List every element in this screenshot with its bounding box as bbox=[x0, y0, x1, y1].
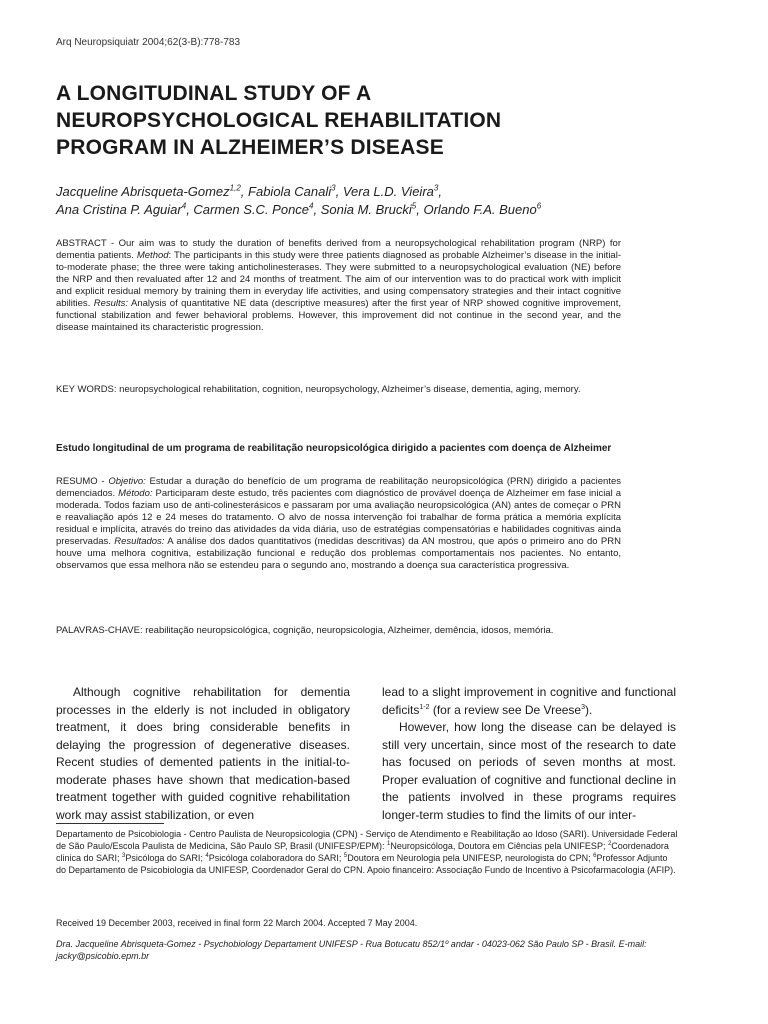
palavras-chave-text: PALAVRAS-CHAVE: reabilitação neuropsicológica, cognição, neuropsicologia, Alzheimer, demência, idosos, memória. bbox=[56, 625, 554, 636]
author-line-2 bbox=[56, 201, 676, 219]
footnote-mark: 4 bbox=[205, 853, 209, 859]
title-line: NEUROPSYCHOLOGICAL REHABILITATION bbox=[56, 109, 502, 132]
abstract-label: ABSTRACT - bbox=[56, 238, 115, 249]
author-affiliation-mark: 6 bbox=[536, 201, 542, 211]
resumo-resultados: A análise dos dados quantitativos (medidas descritivas) da AN mostrou, que após o primeiro ano do PRN houve uma melhora cognitiva, estabilização funcional e redução dos problemas comportamentais nos pacientes. No entanto, observamos que essa melhora não se estendeu para o segundo ano, mostrando a doença sua característica progressiva. bbox=[56, 536, 621, 571]
footnote-text: Coordenadora clinica do SARI; bbox=[56, 841, 669, 863]
body-paragraph bbox=[382, 684, 676, 719]
received-dates: Received 19 December 2003, received in final form 22 March 2004. Accepted 7 May 2004. bbox=[56, 918, 418, 928]
abstract-method: : The participants in this study were three patients diagnosed as probable Alzheimer’s disease in the initial-to-moderate phase; the three were taking anticholinesterases. They were submitted to a neuropsychological evaluation (NE) before the NRP and then revaluated after 12 and 24 months of treatment. The aim of our intervention was to do practical work with implicit and explicit residual memory by training them in everyday life activities, and using compensatory strategies and their intact cognitive abilities. bbox=[56, 250, 621, 309]
key-words-text: KEY WORDS: neuropsychological rehabilitation, cognition, neuropsychology, Alzheimer’s disease, dementia, aging, memory. bbox=[56, 384, 581, 395]
author-separator: , bbox=[186, 202, 194, 217]
resumo-objetivo: Estudar a duração do benefício de um programa de reabilitação neuropsicológica (PRN) dirigido a pacientes demenciados. bbox=[56, 476, 622, 499]
author-line-1 bbox=[56, 183, 676, 201]
body-text: (for a review see De Vreese bbox=[429, 702, 582, 717]
footnote-text: Professor Adjunto do Departamento de Psicobiologia da UNIFESP, Coordenador Geral do CPN. Apoio financeiro: Associação Fundo de Incentivo à Psicofarmacologia (AFIP). bbox=[56, 853, 676, 875]
author-separator: , bbox=[313, 202, 321, 217]
body-text: ). bbox=[585, 702, 593, 717]
title-line: PROGRAM IN ALZHEIMER’S DISEASE bbox=[56, 136, 444, 159]
resumo-label: RESUMO - bbox=[56, 476, 105, 487]
footnote-mark: 3 bbox=[122, 853, 126, 859]
footnote-text: Doutora em Neurologia pela UNIFESP, neurologista do CPN; bbox=[347, 853, 594, 863]
footnote-mark: 2 bbox=[607, 841, 612, 847]
footnote-text: Departamento de Psicobiologia - Centro Paulista de Neuropsicologia (CPN) - Serviço de Atendimento e Reabilitação ao Idoso (SARI). Universidade Federal de São Paulo/Escola Paulista de Medicina, São Paulo SP, Brasil (UNIFESP/EPM): bbox=[56, 829, 678, 851]
english-abstract bbox=[56, 238, 621, 334]
portuguese-title-text: Estudo longitudinal de um programa de reabilitação neuropsicológica dirigido a pacientes com doença de Alzheimer bbox=[56, 443, 612, 454]
affiliation-footnote bbox=[56, 828, 678, 876]
author-affiliation-mark: 3 bbox=[433, 183, 439, 193]
author-name: Carmen S.C. Ponce bbox=[193, 202, 310, 217]
author-affiliation-mark: 5 bbox=[411, 201, 417, 211]
portuguese-abstract bbox=[56, 476, 621, 572]
article-title bbox=[56, 80, 656, 161]
body-paragraph: However, how long the disease can be delayed is still very uncertain, since most of the research to date has focused on periods of seven months at most. Proper evaluation of cognitive and functional decline in the patients involved in these programs requires longer-term studies to find the limits of our inter- bbox=[382, 720, 676, 822]
citation-mark: 3 bbox=[581, 703, 586, 711]
footnote-mark: 1 bbox=[387, 841, 391, 847]
method-label: Method bbox=[136, 250, 169, 261]
author-affiliation-mark: 1,2 bbox=[229, 183, 241, 193]
author-list bbox=[56, 183, 676, 219]
author-separator: , bbox=[416, 202, 424, 217]
metodo-label: Método: bbox=[118, 488, 153, 499]
author-name: Orlando F.A. Bueno bbox=[423, 202, 537, 217]
citation-mark: 1-2 bbox=[419, 703, 430, 711]
objetivo-label: Objetivo: bbox=[108, 476, 146, 487]
resultados-label: Resultados: bbox=[114, 536, 165, 547]
body-column-left bbox=[56, 684, 350, 824]
abstract-results: Analysis of quantitative NE data (descriptive measures) after the first year of NRP showed cognitive improvement, functional stabilization and fewer behavioral problems. However, this improvement did not continue in the second year, and the disease maintained its characteristic progression. bbox=[56, 298, 621, 333]
author-separator: , bbox=[438, 184, 442, 199]
resumo-metodo: Participaram deste estudo, três pacientes com diagnóstico de provável doença de Alzheimer em fase inicial a moderada. Todos faziam uso de anti-colinesterásicos e passaram por uma avaliação neuropsicológica (AN) antes de começar o PRN e reavaliação após 12 e 24 meses do tratamento. O alvo de nossa intervenção foi trabalhar de forma prática a memória explícita residual e implícita, através do treino das atividades da vida diária, uso de estratégias compensatórias e habilidades cognitivas ainda preservadas. bbox=[56, 488, 621, 547]
author-name: Jacqueline Abrisqueta-Gomez bbox=[56, 184, 230, 199]
abstract-intro: Our aim was to study the duration of benefits derived from a neuropsychological rehabilitation program (NRP) for dementia patients. bbox=[56, 238, 621, 261]
results-label: Results: bbox=[93, 298, 129, 309]
author-name: Fabiola Canali bbox=[248, 184, 332, 199]
body-paragraph: Although cognitive rehabilitation for dementia processes in the elderly is not included in obligatory treatment, it does bring considerable benefits in delaying the progression of degenerative diseases. Recent studies of demented patients in the initial-to-moderate phases have shown that medication-based treatment together with guided cognitive rehabilitation work may assist stabilization, or even bbox=[56, 685, 350, 822]
footnote-mark: 5 bbox=[343, 853, 348, 859]
key-words bbox=[56, 384, 621, 396]
author-name: Ana Cristina P. Aguiar bbox=[56, 202, 182, 217]
author-separator: , bbox=[335, 184, 343, 199]
palavras-chave bbox=[56, 625, 621, 637]
author-affiliation-mark: 3 bbox=[331, 183, 336, 193]
footnote-divider bbox=[56, 823, 164, 824]
journal-reference: Arq Neuropsiquiatr 2004;62(3-B):778-783 bbox=[56, 37, 240, 48]
author-name: Sonia M. Brucki bbox=[320, 202, 412, 217]
body-column-right bbox=[382, 684, 676, 824]
title-line: A LONGITUDINAL STUDY OF A bbox=[56, 82, 372, 105]
portuguese-title bbox=[56, 442, 621, 455]
footnote-text: Psicóloga do SARI; bbox=[125, 853, 206, 863]
footnote-mark: 6 bbox=[593, 853, 597, 859]
footnote-text: Neuropsicóloga, Doutora em Ciências pela UNIFESP; bbox=[390, 841, 608, 851]
author-affiliation-mark: 4 bbox=[309, 201, 314, 211]
body-text: lead to a slight improvement in cognitive and functional deficits bbox=[382, 685, 676, 717]
author-affiliation-mark: 4 bbox=[181, 201, 187, 211]
correspondence-address: Dra. Jacqueline Abrisqueta-Gomez - Psychobiology Departament UNIFESP - Rua Botucatu 852/1º andar - 04023-062 São Paulo SP - Brasil. E-mail: jacky@psicobio.epm.br bbox=[56, 939, 647, 961]
footnote-text: Psicóloga colaboradora do SARI; bbox=[208, 853, 344, 863]
author-separator: , bbox=[240, 184, 249, 199]
author-name: Vera L.D. Vieira bbox=[342, 184, 434, 199]
